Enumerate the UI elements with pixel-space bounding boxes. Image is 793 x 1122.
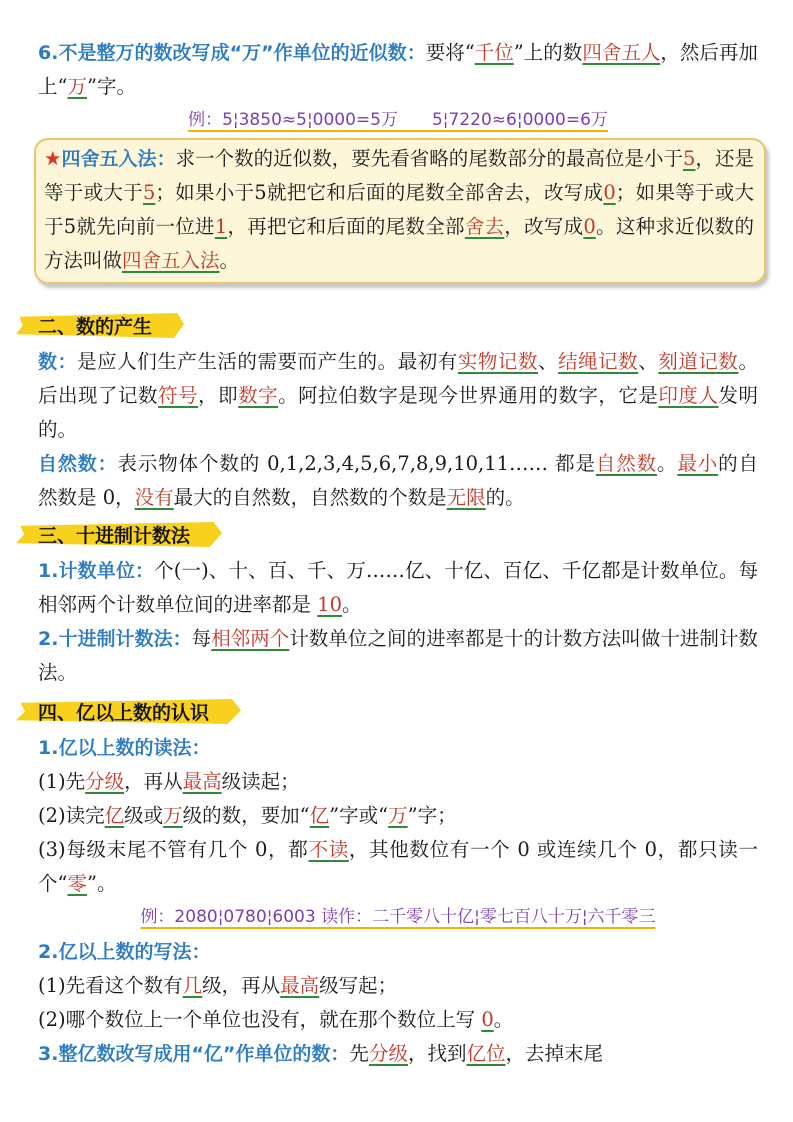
writing-rules: 2.亿以上数的写法： (1)先看这个数有几级，再从最高级写起； (2)哪个数位上一个单位也没有，就在那个数位上写 0。 3.整亿数改写成用“亿”作单位的数：先分级，找到亿位，去掉末尾 — [38, 941, 603, 1065]
section-heading: 四、亿以上数的认识 — [16, 696, 241, 727]
star-icon: ★ — [44, 147, 62, 170]
decimal-system-paragraph: 2.十进制计数法：每相邻两个计数单位之间的进率都是十的计数方法叫做十进制计数法。 — [38, 627, 758, 684]
sec6-label: 6.不是整万的数改写成“万”作单位的近似数： — [38, 42, 426, 64]
reading-rules: 1.亿以上数的读法： (1)先分级，再从最高级读起； (2)读完亿级或万级的数，要加“亿”字或“万”字； (3)每级末尾不管有几个 0，都不读，其他数位有一个 0 或连续几个 0，都只读一个“零”。 — [38, 737, 758, 895]
section-heading: 三、十进制计数法 — [16, 519, 222, 550]
sec6-paragraph: 6.不是整万的数改写成“万”作单位的近似数：要将“千位”上的数四舍五人，然后再加上“万”字。 — [38, 41, 758, 98]
section-heading: 二、数的产生 — [16, 310, 184, 341]
document-page — [38, 36, 758, 1071]
natural-number-paragraph: 自然数：表示物体个数的 0,1,2,3,4,5,6,7,8,9,10,11…… 都是自然数。最小的自然数是 0，没有最大的自然数，自然数的个数是无限的。 — [38, 452, 758, 509]
count-unit-paragraph: 1.计数单位：个(一)、十、百、千、万……亿、十亿、百亿、千亿都是计数单位。每相邻两个计数单位间的进率都是 10。 — [38, 559, 758, 616]
rule-label: 四舍五入法： — [61, 148, 176, 170]
example-rounding: 例：5¦3850≈5¦0000=5万 5¦7220≈6¦0000=6万 — [188, 110, 608, 130]
number-origin-paragraph: 数：是应人们生产生活的需要而产生的。最初有实物记数、结绳记数、刻道记数。后出现了记数符号，即数字。阿拉伯数字是现今世界通用的数字，它是印度人发明的。 — [38, 350, 758, 441]
rounding-rule-box: ★四舍五入法：求一个数的近似数，要先看省略的尾数部分的最高位是小于5，还是等于或大于5；如果小于5就把它和后面的尾数全部舍去，改写成0；如果等于或大于5就先向前一位进1，再把它和后面的尾数全部舍去，改写成0。这种求近似数的方法叫做四舍五入法。 — [34, 138, 766, 284]
example-reading: 例：2080¦0780¦6003 读作：二千零八十亿¦零七百八十万¦六千零三 — [140, 907, 656, 927]
keyword: 四舍五人 — [582, 41, 661, 64]
keyword: 万 — [67, 75, 87, 98]
keyword: 千位 — [474, 41, 514, 64]
